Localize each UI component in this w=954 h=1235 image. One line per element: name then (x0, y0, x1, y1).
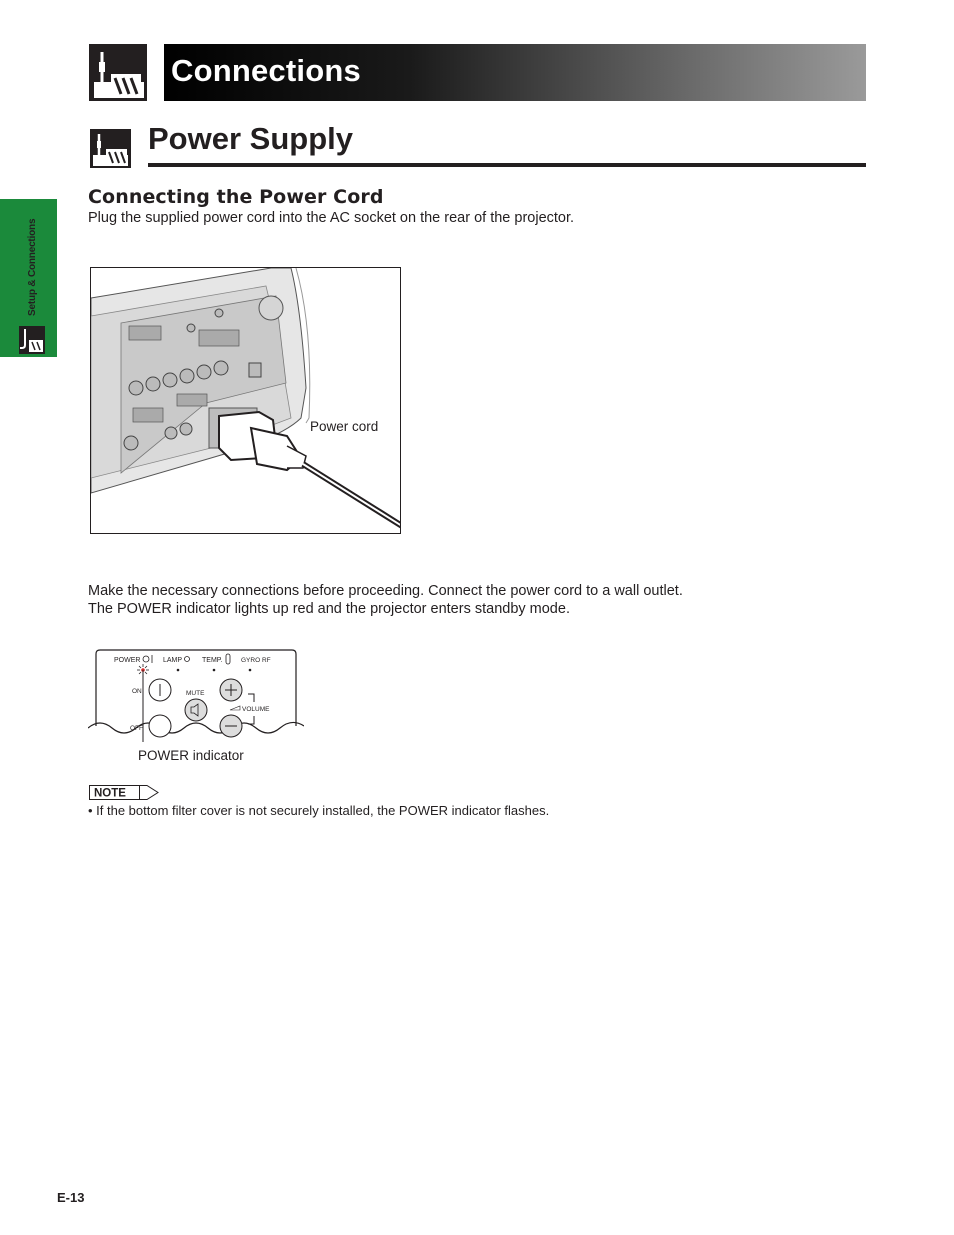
lamp-panel-label: LAMP (163, 657, 183, 664)
gyro-panel-label: GYRO RF (241, 657, 271, 664)
note-badge-label: NOTE (94, 787, 126, 800)
paragraph-connect: Make the necessary connections before proceeding. Connect the power cord to a wall outlet. (88, 583, 683, 599)
side-tab-label: Setup & Connections (27, 218, 38, 316)
section-connections-icon (90, 129, 131, 168)
temp-panel-label: TEMP. (202, 657, 223, 664)
off-panel-label: OFF (130, 725, 143, 732)
note-badge (89, 785, 159, 800)
power-cord-label: Power cord (310, 419, 379, 434)
volume-panel-label: VOLUME (242, 706, 270, 713)
section-title: Power Supply (148, 121, 353, 156)
header-connections-icon (89, 44, 147, 101)
page-title: Connections (171, 53, 361, 88)
on-panel-label: ON (132, 688, 142, 695)
note-text: • If the bottom filter cover is not securely installed, the POWER indicator flashes. (88, 803, 550, 818)
power-panel-label: POWER (114, 657, 141, 664)
subsection-title: Connecting the Power Cord (88, 186, 384, 208)
page-number: E-13 (57, 1190, 85, 1205)
intro-text: Plug the supplied power cord into the AC socket on the rear of the projector. (88, 210, 575, 226)
side-tab-connections-icon (19, 326, 45, 354)
power-cord-illustration (90, 267, 401, 534)
control-panel-illustration (88, 646, 304, 742)
section-rule (148, 163, 866, 167)
mute-panel-label: MUTE (186, 690, 205, 697)
paragraph-standby: The POWER indicator lights up red and the projector enters standby mode. (88, 601, 570, 617)
power-indicator-label: POWER indicator (138, 748, 244, 763)
